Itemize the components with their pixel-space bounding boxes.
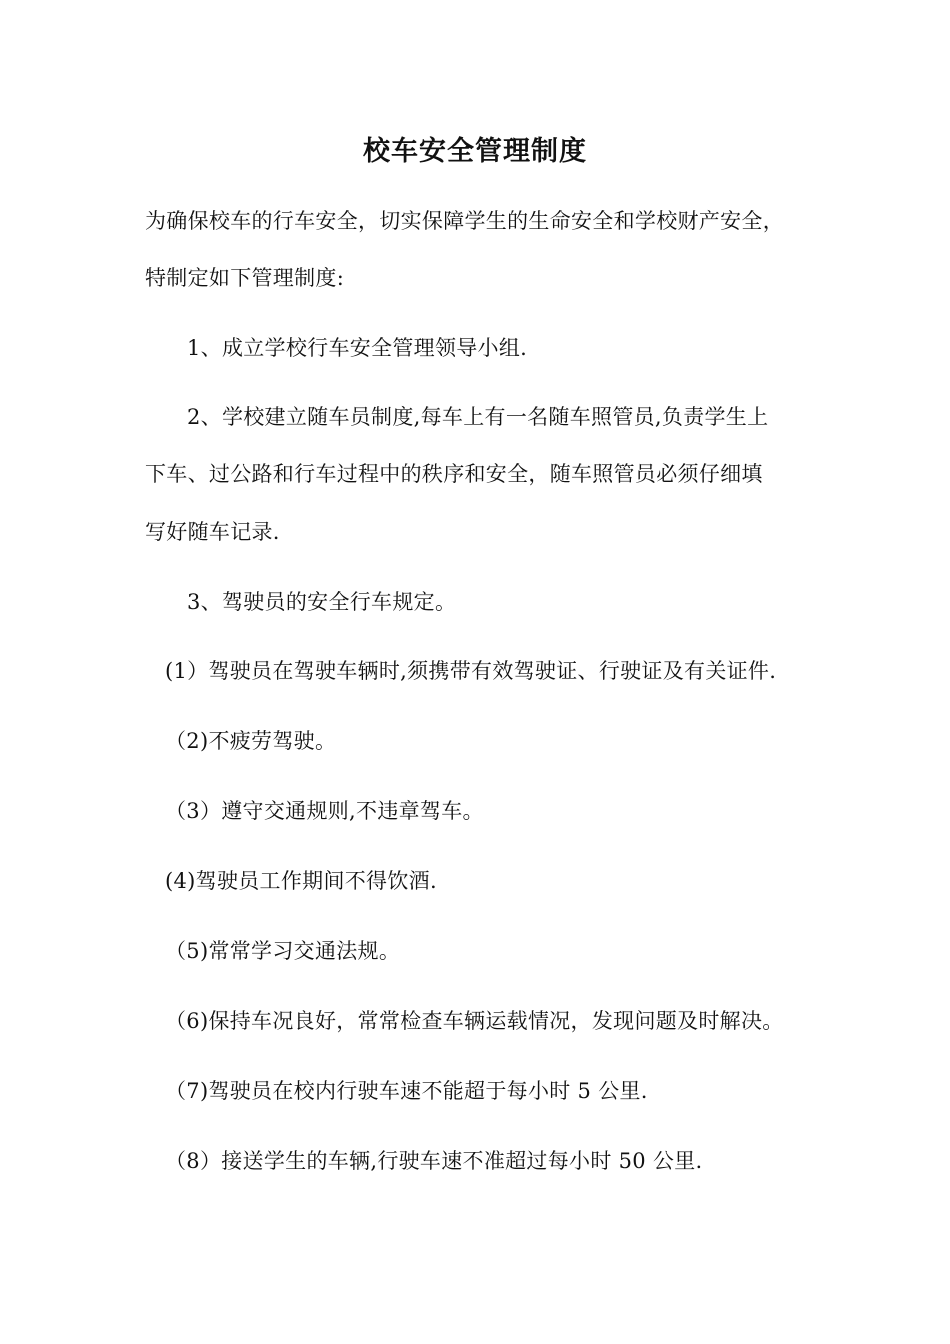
rule-3: （3）遵守交通规则,不违章驾车。 [165, 799, 484, 823]
rule-5: （5)常常学习交通法规。 [165, 939, 401, 963]
item-2-line-1: 2、学校建立随车员制度,每车上有一名随车照管员,负责学生上 [187, 405, 769, 429]
rule-6: （6)保持车况良好，常常检查车辆运载情况，发现问题及时解决。 [165, 1009, 784, 1033]
rule-2: （2)不疲劳驾驶。 [165, 729, 337, 753]
item-1: 1、成立学校行车安全管理领导小组. [187, 336, 528, 360]
item-3: 3、驾驶员的安全行车规定。 [187, 590, 457, 614]
rule-8: （8）接送学生的车辆,行驶车速不准超过每小时 50 公里. [165, 1149, 703, 1173]
intro-line-1: 为确保校车的行车安全，切实保障学生的生命安全和学校财产安全， [145, 209, 784, 233]
rule-1: (1）驾驶员在驾驶车辆时,须携带有效驾驶证、行驶证及有关证件. [165, 659, 777, 683]
rule-7: （7)驾驶员在校内行驶车速不能超于每小时 5 公里. [165, 1079, 648, 1103]
rule-4: (4)驾驶员工作期间不得饮酒. [165, 869, 437, 893]
item-2-line-3: 写好随车记录. [145, 520, 280, 544]
document-title: 校车安全管理制度 [363, 136, 587, 167]
intro-line-2: 特制定如下管理制度: [145, 266, 345, 290]
item-2-line-2: 下车、过公路和行车过程中的秩序和安全，随车照管员必须仔细填 [145, 462, 763, 486]
